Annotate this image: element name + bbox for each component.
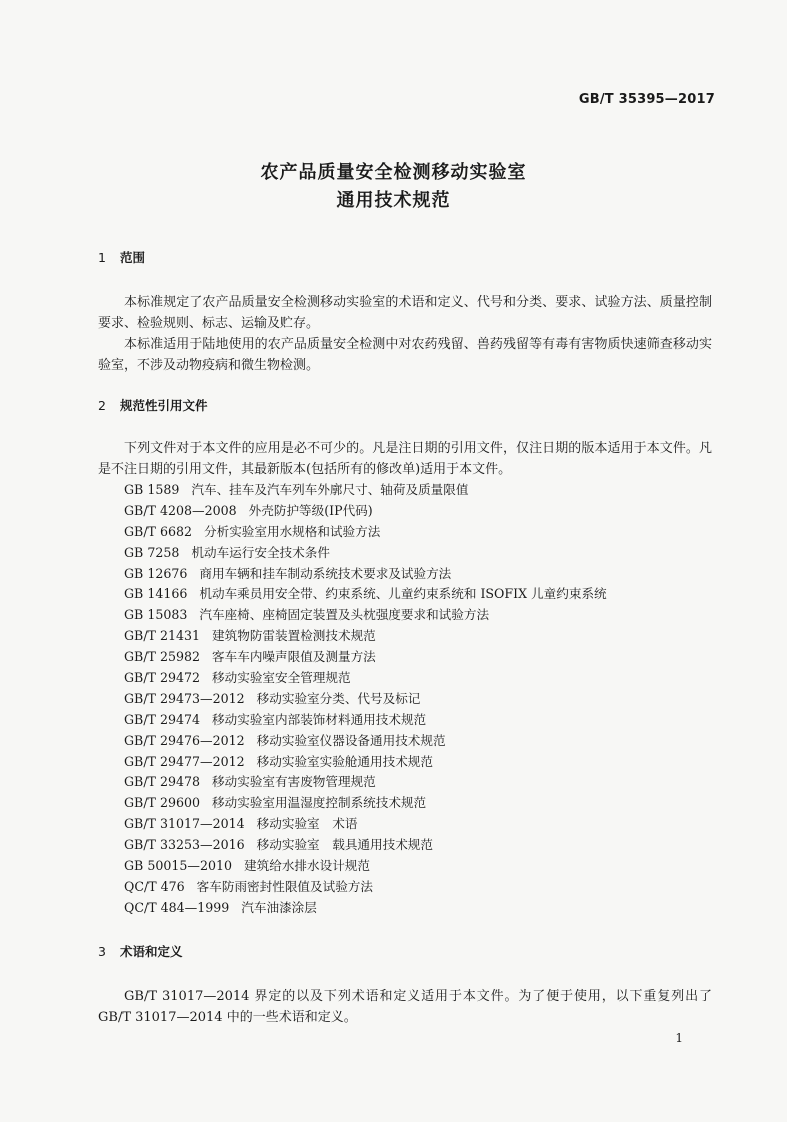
reference-item	[124, 835, 607, 856]
reference-title: 机动车乘员用安全带、约束系统、儿童约束系统和 ISOFIX 儿童约束系统	[199, 586, 607, 602]
reference-item	[124, 710, 607, 731]
reference-title: 机动车运行安全技术条件	[191, 544, 330, 560]
reference-title: 建筑给水排水设计规范	[244, 858, 370, 874]
reference-title: 移动实验室内部装饰材料通用技术规范	[212, 711, 427, 727]
reference-item	[124, 647, 607, 668]
reference-code: GB 15083	[124, 607, 188, 623]
reference-code: GB/T 29472	[124, 670, 201, 686]
section-title: 规范性引用文件	[120, 398, 208, 413]
reference-title: 建筑物防雷装置检测技术规范	[212, 628, 376, 644]
reference-code: GB 7258	[124, 544, 180, 560]
section-number: 3	[98, 944, 106, 959]
reference-title: 分析实验室用水规格和试验方法	[204, 523, 381, 539]
reference-title: 移动实验室 载具通用技术规范	[256, 837, 433, 853]
reference-item	[124, 772, 607, 793]
section-heading-scope	[98, 248, 145, 266]
section-heading-terms	[98, 942, 183, 960]
terms-intro: GB/T 31017—2014 界定的以及下列术语和定义适用于本文件。为了便于使用，以下重复列出了GB/T 31017—2014 中的一些术语和定义。	[98, 989, 712, 1025]
reference-item	[124, 877, 607, 898]
reference-code: QC/T 476	[124, 878, 185, 894]
reference-item	[124, 856, 607, 877]
standard-code: GB/T 35395—2017	[578, 92, 715, 107]
reference-item	[124, 584, 607, 605]
reference-code: GB/T 6682	[124, 523, 193, 539]
reference-item	[124, 689, 607, 710]
reference-item	[124, 564, 607, 585]
reference-code: GB/T 4208—2008	[124, 502, 237, 518]
reference-title: 汽车、挂车及汽车列车外廓尺寸、轴荷及质量限值	[191, 482, 469, 497]
reference-title: 移动实验室 术语	[256, 816, 358, 832]
reference-item	[124, 752, 607, 773]
section-number: 2	[98, 398, 106, 413]
reference-title: 移动实验室安全管理规范	[212, 670, 351, 686]
reference-code: GB/T 25982	[124, 649, 201, 665]
reference-title: 移动实验室分类、代号及标记	[256, 690, 421, 706]
reference-code: GB/T 33253—2016	[124, 837, 245, 853]
document-title-line-1: 农产品质量安全检测移动实验室	[260, 162, 527, 183]
reference-title: 移动实验室实验舱通用技术规范	[256, 753, 433, 769]
reference-title: 移动实验室仪器设备通用技术规范	[256, 732, 446, 748]
reference-item	[124, 501, 607, 522]
section-title: 范围	[120, 250, 146, 265]
reference-item	[124, 480, 607, 501]
document-title-line-2: 通用技术规范	[336, 190, 451, 211]
reference-title: 客车车内噪声限值及测量方法	[212, 649, 376, 665]
reference-code: GB/T 29473—2012	[124, 690, 245, 706]
reference-title: 移动实验室用温湿度控制系统技术规范	[212, 795, 427, 811]
reference-item	[124, 626, 607, 647]
reference-item	[124, 668, 607, 689]
reference-code: GB/T 29478	[124, 774, 201, 790]
reference-code: GB/T 29477—2012	[124, 753, 245, 769]
reference-item	[124, 605, 607, 626]
reference-title: 汽车油漆涂层	[241, 899, 317, 915]
normative-refs-intro: 下列文件对于本文件的应用是必不可少的。凡是注日期的引用文件，仅注日期的版本适用于本文件。凡是不注日期的引用文件，其最新版本(包括所有的修改单)适用于本文件。	[98, 441, 712, 477]
section-number: 1	[98, 250, 106, 265]
reference-code: GB/T 29476—2012	[124, 732, 245, 748]
reference-code: GB 12676	[124, 565, 188, 581]
reference-item	[124, 522, 607, 543]
reference-item	[124, 814, 607, 835]
reference-code: GB/T 21431	[124, 628, 201, 644]
reference-title: 商用车辆和挂车制动系统技术要求及试验方法	[199, 565, 452, 581]
section-heading-normative-refs	[98, 396, 208, 414]
scope-paragraph-1: 本标准规定了农产品质量安全检测移动实验室的术语和定义、代号和分类、要求、试验方法、质量控制要求、检验规则、标志、运输及贮存。	[98, 295, 712, 331]
reference-code: GB 14166	[124, 586, 188, 602]
reference-title: 客车防雨密封性限值及试验方法	[196, 878, 373, 894]
reference-title: 汽车座椅、座椅固定装置及头枕强度要求和试验方法	[199, 607, 490, 623]
section-title: 术语和定义	[120, 944, 183, 959]
reference-title: 移动实验室有害废物管理规范	[212, 774, 376, 790]
reference-item	[124, 543, 607, 564]
reference-item	[124, 793, 607, 814]
reference-item	[124, 898, 607, 919]
reference-code: GB/T 31017—2014	[124, 816, 245, 832]
reference-list	[124, 480, 607, 919]
reference-item	[124, 731, 607, 752]
page-number: 1	[675, 1031, 683, 1045]
reference-code: GB 50015—2010	[124, 858, 233, 874]
reference-code: GB/T 29600	[124, 795, 201, 811]
reference-code: GB/T 29474	[124, 711, 201, 727]
reference-code: QC/T 484—1999	[124, 899, 230, 915]
reference-title: 外壳防护等级(IP代码)	[248, 502, 373, 518]
reference-code: GB 1589	[124, 482, 180, 497]
scope-paragraph-2: 本标准适用于陆地使用的农产品质量安全检测中对农药残留、兽药残留等有毒有害物质快速筛查移动实验室，不涉及动物疫病和微生物检测。	[98, 337, 712, 373]
